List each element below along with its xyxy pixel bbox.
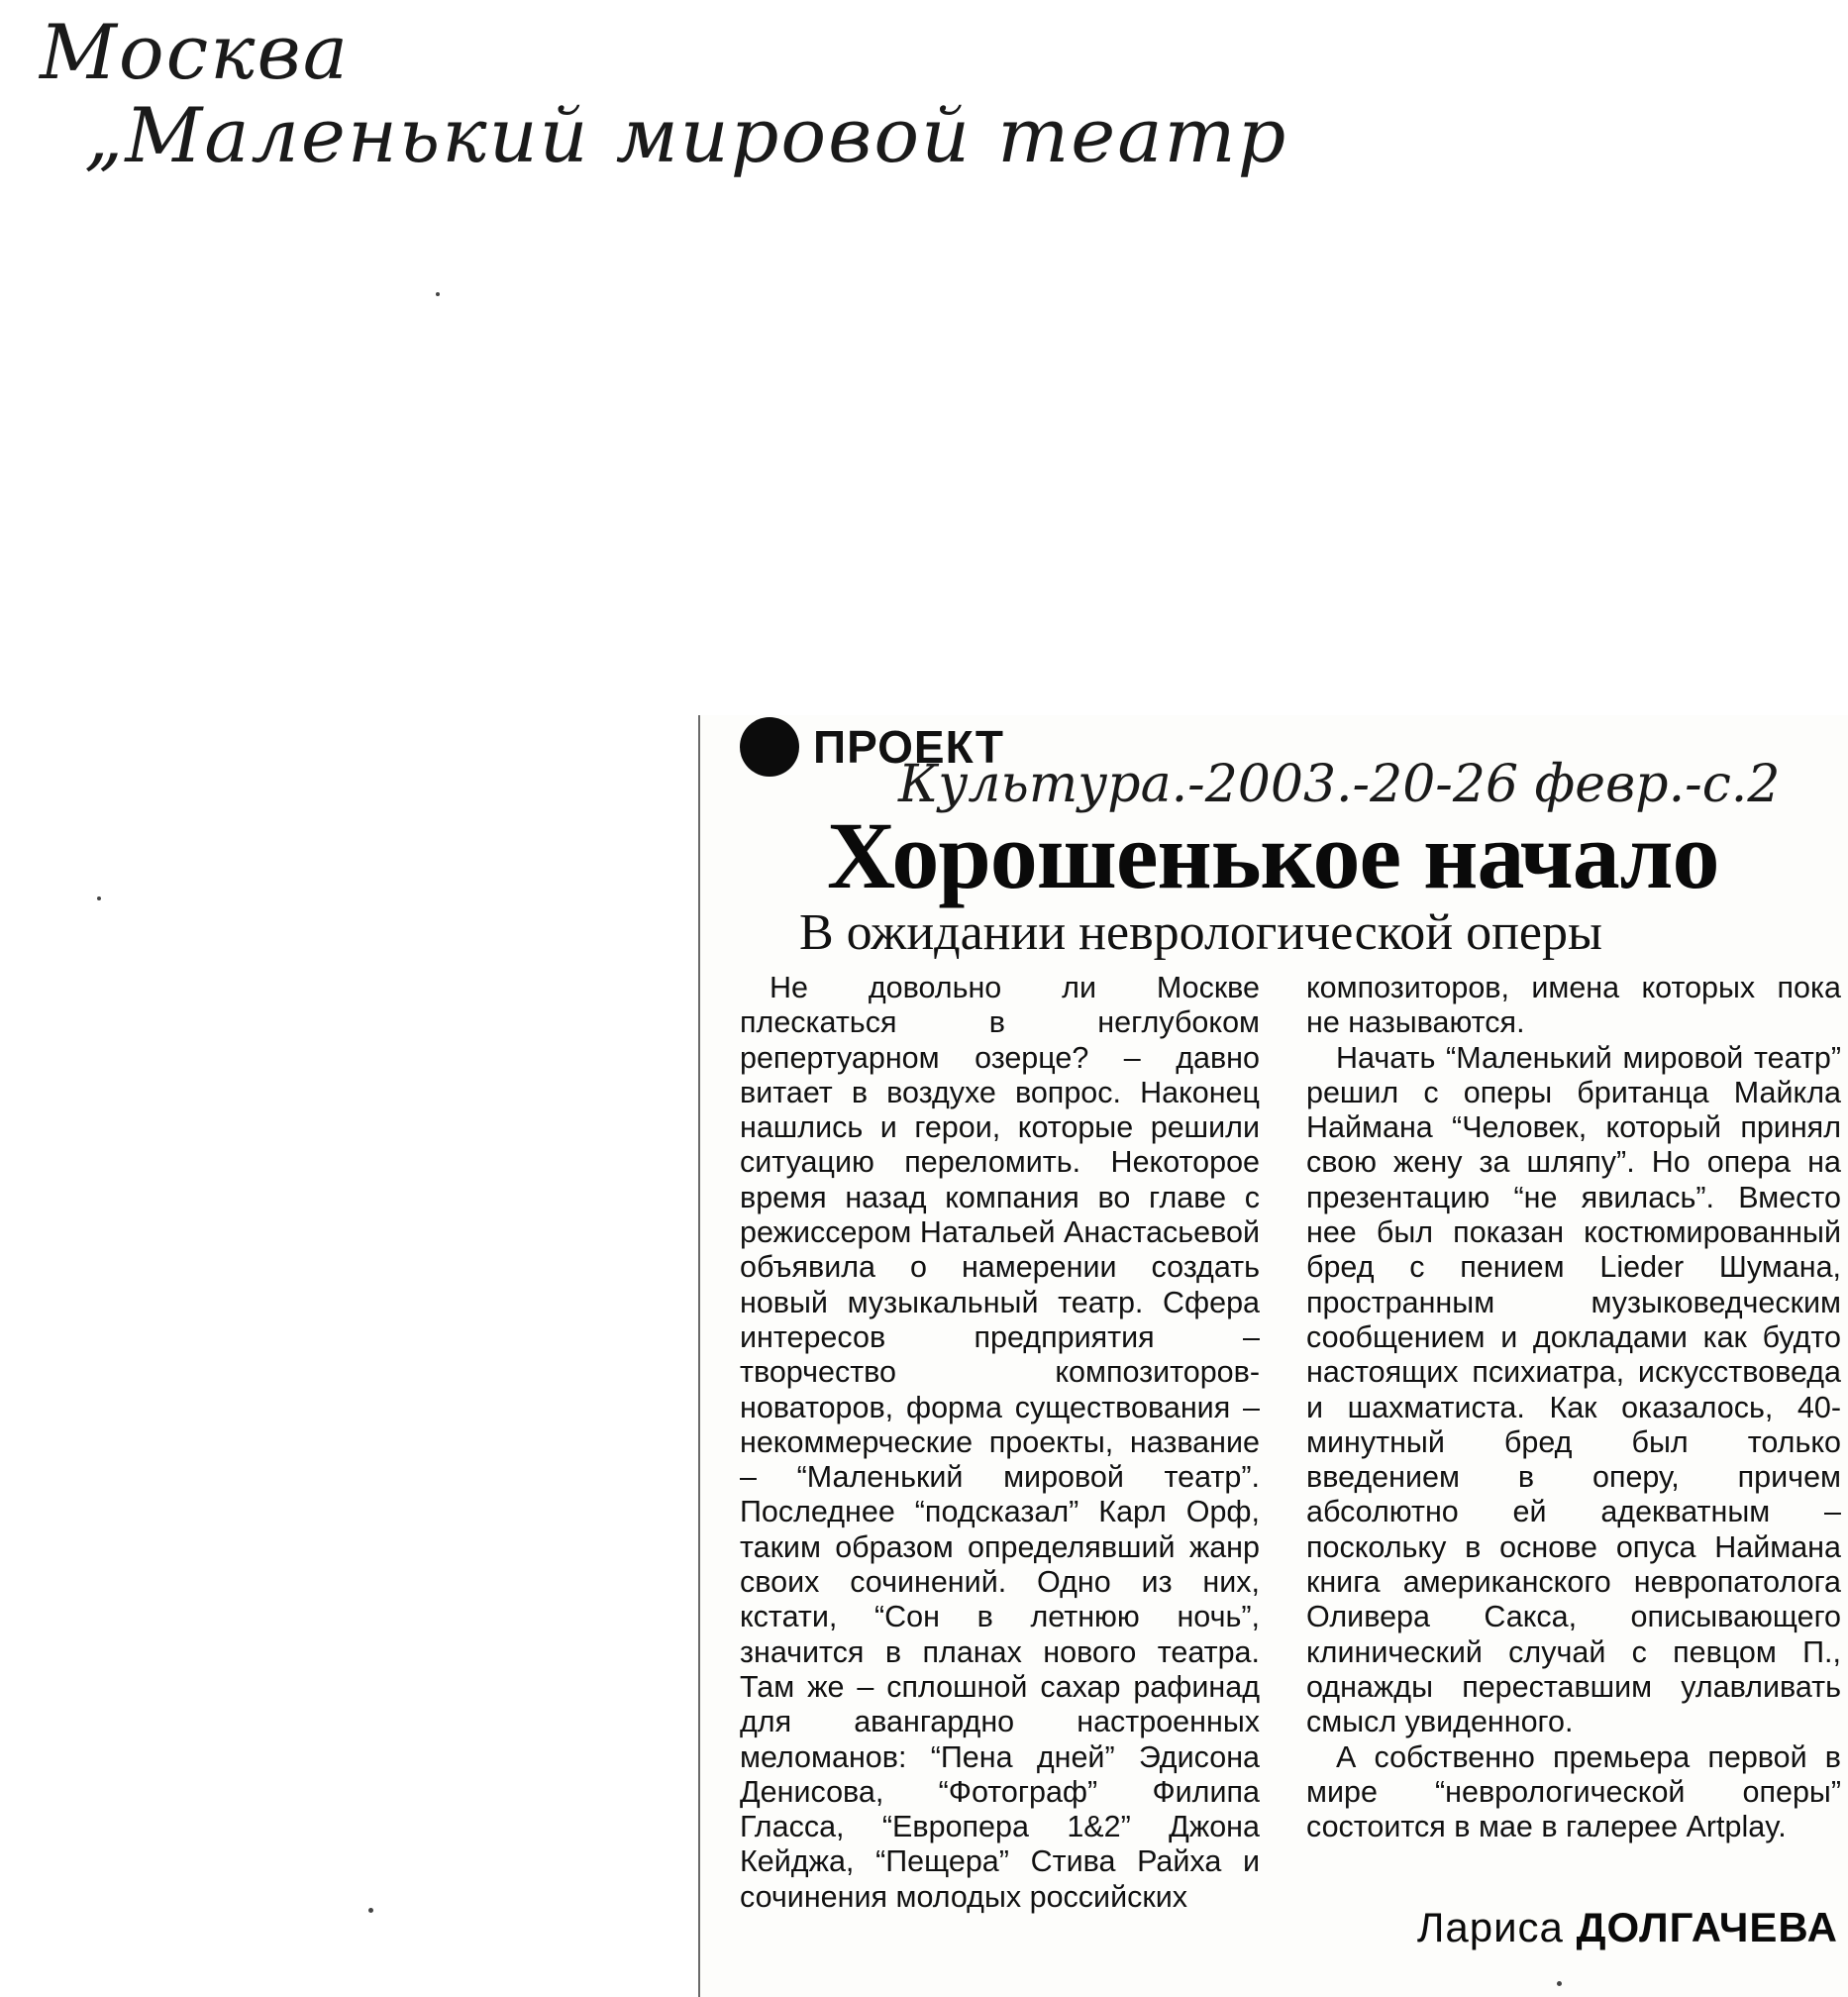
paragraph: А собственно премьера первой в мире “неврологической оперы” состоится в мае в галерее Artplay. — [1306, 1739, 1841, 1844]
handwritten-source-note: Культура.-2003.-20-26 февр.-с.2 — [898, 755, 1781, 814]
article-column-1 — [740, 971, 1260, 1915]
rubric-label: ПРОЕКТ — [813, 721, 1004, 773]
handwritten-city-note: Москва — [40, 8, 351, 96]
scan-speck — [1557, 1981, 1562, 1986]
scan-speck — [368, 1908, 373, 1913]
rubric-bullet-icon — [740, 717, 799, 777]
paragraph: композиторов, имена которых пока не называются. — [1306, 971, 1841, 1040]
article-headline: Хорошенькое начало — [827, 802, 1719, 908]
scan-speck — [436, 292, 440, 296]
article-column-2 — [1306, 971, 1841, 1844]
author-first-name: Лариса — [1416, 1904, 1564, 1950]
handwritten-theatre-note: „Маленький мировой театр — [84, 91, 1288, 179]
paragraph: Не довольно ли Москве плескаться в неглубоком репертуарном озерце? – давно витает в воздухе вопрос. Наконец нашлись и герои, которые решили ситуацию переломить. Некоторое время назад компания во главе с режиссером Натальей Анастасьевой объявила о намерении создать новый музыкальный театр. Сфера интересов предприятия – творчество композиторов-новаторов, форма существования – некоммерческие проекты, название – “Маленький мировой театр”. Последнее “подсказал” Карл Орф, таким образом определявший жанр своих сочинений. Одно из них, кстати, “Сон в летнюю ночь”, значится в планах нового театра. Там же – сплошной сахар рафинад для авангардно настроенных меломанов: “Пена дней” Эдисона Денисова, “Фотограф” Филипа Гласса, “Европера 1&2” Джона Кейджа, “Пещера” Стива Райха и сочинения молодых российских — [740, 971, 1260, 1914]
paragraph: Начать “Маленький мировой театр” решил с оперы британца Майкла Наймана “Человек, который принял свою жену за шляпу”. Но опера на презентацию “не явилась”. Вместо нее был показан костюмированный бред с пением Lieder Шумана, пространным музыковедческим сообщением и докладами как будто настоящих психиатра, искусствоведа и шахматиста. Как оказалось, 40-минутный бред был только введением в оперу, причем абсолютно ей адекватным – поскольку в основе опуса Наймана книга американского невропатолога Оливера Сакса, описывающего клинический случай с певцом П., однажды переставшим улавливать смысл увиденного. — [1306, 1040, 1841, 1739]
newspaper-clipping — [698, 715, 1848, 1997]
author-last-name: ДОЛГАЧЕВА — [1576, 1904, 1838, 1950]
author-signature — [1417, 1904, 1838, 1951]
scan-speck — [97, 896, 101, 900]
article-subheadline: В ожидании неврологической оперы — [799, 904, 1602, 961]
